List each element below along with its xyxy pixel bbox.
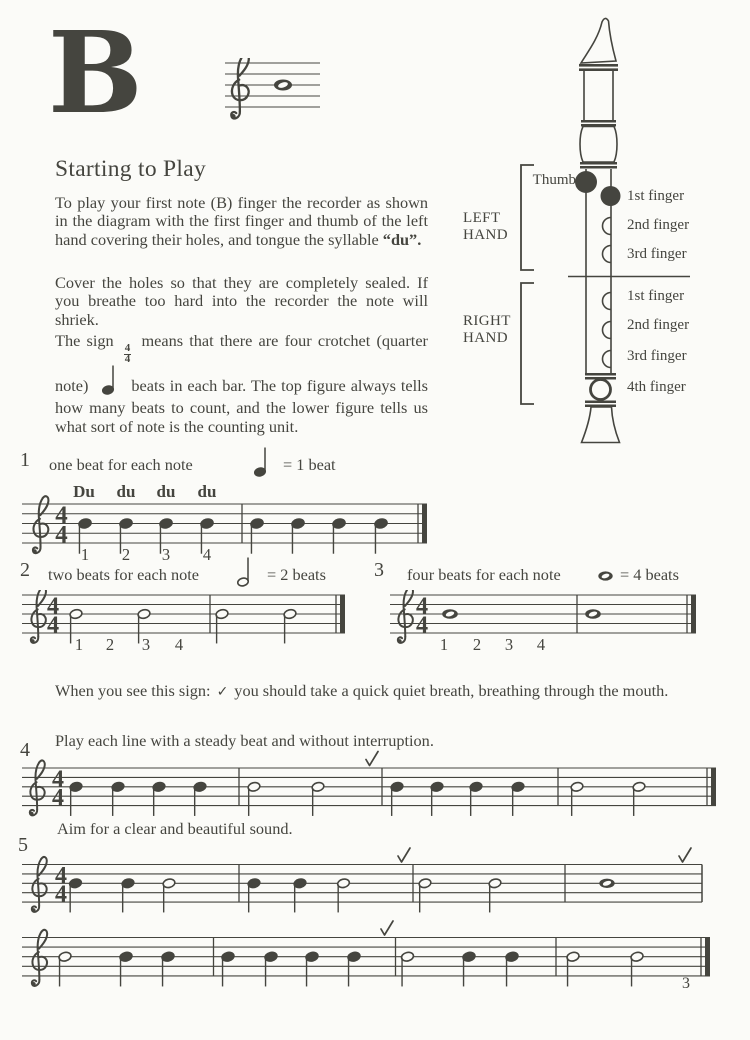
- paragraph-time-signature: The sign $\frac{4}{4}$ means that there are four crotchet (quarter note) beats in each bar. The top figure always tells how many beats to count, and the lower figure tells us what sort of note is the counting unit.: [55, 331, 428, 436]
- half-note-icon: [237, 556, 252, 592]
- right-finger-2-label: 2nd finger: [627, 317, 690, 333]
- hole-right-3rd-finger: [603, 351, 612, 368]
- svg-text:1: 1: [74, 635, 84, 654]
- recorder-barrel: [580, 127, 617, 163]
- staff-exercise-5-line-2: [18, 916, 728, 994]
- svg-text:4: 4: [55, 881, 67, 908]
- exercise-1-number: 1: [20, 449, 30, 471]
- recorder-mouthpiece: [581, 18, 616, 63]
- svg-text:4: 4: [174, 635, 184, 654]
- svg-text:1: 1: [80, 545, 90, 564]
- paragraph-steady-beat: Play each line with a steady beat and without interruption.: [55, 731, 434, 750]
- staff-exercise-4: [18, 748, 728, 820]
- left-finger-1-label: 1st finger: [627, 188, 685, 204]
- hole-left-2nd-finger: [603, 218, 612, 235]
- time-signature-fraction: $\frac{4}{4}$: [124, 342, 131, 365]
- svg-text:2: 2: [472, 635, 482, 654]
- paragraph-first-note: To play your first note (B) finger the recorder as shown in the diagram with the first finger and thumb of the left hand covering their holes, and tongue the syllable “du”.: [55, 193, 428, 249]
- hole-right-1st-finger: [603, 293, 612, 310]
- svg-text:du: du: [197, 482, 217, 501]
- quarter-note-icon: [254, 446, 269, 482]
- hole-right-4th-finger: [591, 380, 611, 400]
- hole-left-1st-finger-covered: [601, 186, 621, 206]
- right-hand-bracket: [521, 283, 534, 404]
- note-letter: B: [48, 8, 143, 139]
- reference-staff-note-b: [220, 58, 325, 122]
- exercise-1-equals: = 1 beat: [283, 455, 336, 474]
- svg-text:4: 4: [202, 545, 212, 564]
- right-finger-1-label: 1st finger: [627, 288, 685, 304]
- staff-exercise-2: [18, 590, 352, 656]
- svg-text:4: 4: [55, 862, 67, 889]
- paragraph-cover-holes: Cover the holes so that they are completely sealed. If you breathe too hard into the recorder the note will shriek.: [55, 273, 428, 329]
- svg-text:2: 2: [121, 545, 131, 564]
- svg-text:4: 4: [46, 592, 60, 620]
- svg-text:du: du: [156, 482, 176, 501]
- staff-exercise-1: [18, 478, 434, 566]
- aim-text: Aim for a clear and beautiful sound.: [57, 819, 293, 838]
- exercise-1-caption: one beat for each note: [49, 455, 193, 474]
- svg-text:4: 4: [46, 611, 60, 639]
- svg-text:3: 3: [141, 635, 151, 654]
- svg-text:2: 2: [105, 635, 115, 654]
- left-finger-2-label: 2nd finger: [627, 217, 690, 233]
- svg-text:4: 4: [52, 785, 64, 812]
- svg-text:4: 4: [536, 635, 546, 654]
- svg-text:3: 3: [504, 635, 514, 654]
- hole-right-2nd-finger: [603, 322, 612, 339]
- breath-check-icon: ✓: [216, 684, 229, 700]
- svg-text:4: 4: [55, 521, 68, 549]
- paragraph-breath-sign: When you see this sign: ✓ you should take a quick quiet breath, breathing through the mouth.: [55, 681, 669, 700]
- staff-exercise-3: [388, 590, 702, 656]
- left-hand-label: LEFT HAND: [463, 210, 508, 243]
- right-hand-label: RIGHT HAND: [463, 313, 511, 346]
- recorder-bell: [582, 407, 620, 443]
- svg-text:4: 4: [52, 766, 64, 793]
- staff-exercise-5-line-1: [18, 842, 728, 918]
- exercise-3-number: 3: [374, 559, 384, 581]
- svg-text:4: 4: [415, 611, 429, 639]
- page-title: Starting to Play: [55, 156, 207, 182]
- page-number: 3: [682, 975, 690, 992]
- exercise-3-caption: four beats for each note: [407, 565, 561, 584]
- hole-left-3rd-finger: [603, 246, 612, 263]
- svg-text:4: 4: [415, 592, 429, 620]
- left-finger-3-label: 3rd finger: [627, 246, 687, 262]
- exercise-5-number: 5: [18, 834, 28, 856]
- svg-text:Du: Du: [73, 482, 95, 501]
- exercise-2-number: 2: [20, 559, 30, 581]
- whole-note-icon: [597, 569, 614, 587]
- exercise-4-number: 4: [20, 739, 30, 761]
- svg-text:1: 1: [439, 635, 449, 654]
- thumb-label: Thumb: [532, 172, 576, 188]
- recorder-neck: [584, 71, 613, 120]
- svg-text:du: du: [116, 482, 136, 501]
- exercise-2-equals: = 2 beats: [267, 565, 326, 584]
- hole-thumb-covered: [575, 171, 597, 193]
- exercise-3-equals: = 4 beats: [620, 565, 679, 584]
- svg-text:4: 4: [55, 502, 68, 530]
- right-finger-3-label: 3rd finger: [627, 348, 687, 364]
- exercise-2-caption: two beats for each note: [48, 565, 199, 584]
- right-finger-4-label: 4th finger: [627, 379, 686, 395]
- svg-text:3: 3: [161, 545, 171, 564]
- quarter-note-icon: [102, 380, 117, 399]
